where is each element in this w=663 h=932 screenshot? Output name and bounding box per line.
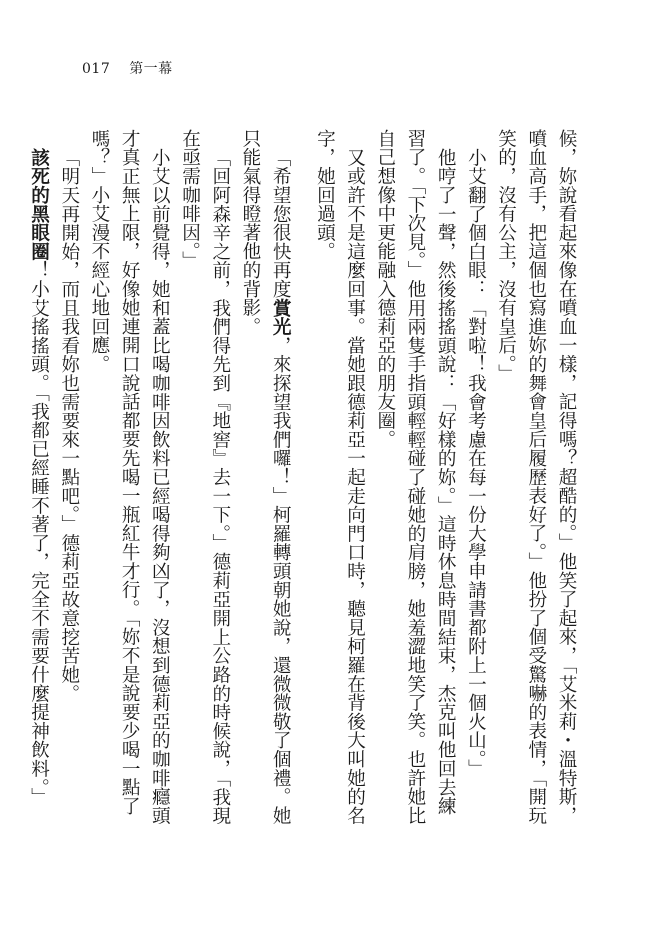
paragraph — [54, 129, 84, 829]
text-run: ，來探望我們囉！」柯羅轉頭朝她說，還微微敬了個禮。她只能氣得瞪著他的背影。 — [239, 129, 292, 825]
text-run: 「明天再開始，而且我看妳也需要來一點吧。」德莉亞故意挖苦她。 — [58, 147, 80, 703]
paragraph — [23, 129, 53, 829]
paragraph — [460, 129, 490, 829]
page-number: 017 — [82, 61, 111, 77]
paragraph — [490, 129, 581, 829]
chapter-title: 第一幕 — [129, 61, 173, 77]
text-run: 「回阿森辛之前，我們得先到『地窖』去一下。」德莉亞開上公路的時候說，「我現在亟需咖啡因。」 — [179, 129, 231, 825]
emphasized-text: 賞光 — [270, 298, 292, 336]
paragraph — [84, 129, 175, 829]
emphasized-text: 該死的黑眼圈 — [28, 147, 50, 261]
text-run: 「希望您很快再度 — [270, 147, 292, 298]
paragraph — [370, 129, 461, 829]
text-run: ！小艾搖搖頭。「我都已經睡不著了，完全不需要什麼提神飲料。」 — [28, 260, 50, 806]
paragraph — [235, 129, 295, 829]
text-run: 他哼了一聲，然後搖搖頭說：「好樣的妳。」這時休息時間結束，杰克叫他回去練習了。「下次見。」他用兩隻手指頭輕輕碰了碰她的肩膀，她羞澀地笑了笑。也許她比自己想像中更能融入德莉亞的朋友圈。 — [374, 129, 457, 825]
paragraph — [309, 129, 369, 829]
text-run: 小艾以前覺得，她和蓋比喝咖啡因飲料已經喝得夠凶了，沒想到德莉亞的咖啡癮頭才真正無上限，好像她連開口說話都要先喝一瓶紅牛才行。「妳不是說要少喝一點了嗎？」小艾漫不經心地回應。 — [88, 129, 171, 825]
text-run: 小艾翻了個白眼：「對啦！我會考慮在每一份大學申請書都附上一個火山。」 — [465, 147, 487, 778]
body-text — [23, 129, 581, 829]
page-header — [82, 58, 173, 78]
text-run: 又或許不是這麼回事。當她跟德莉亞一起走向門口時，聽見柯羅在背後大叫她的名字，她回過頭。 — [314, 129, 366, 825]
paragraph — [174, 129, 234, 829]
text-run: 候，妳說看起來像在噴血一樣，記得嗎？超酷的。」他笑了起來，「艾米莉・溫特斯，噴血高手，把這個也寫進妳的舞會皇后履歷表好了。」他扮了個受驚嚇的表情，「開玩笑的，沒有公主，沒有皇后。」 — [495, 129, 577, 825]
